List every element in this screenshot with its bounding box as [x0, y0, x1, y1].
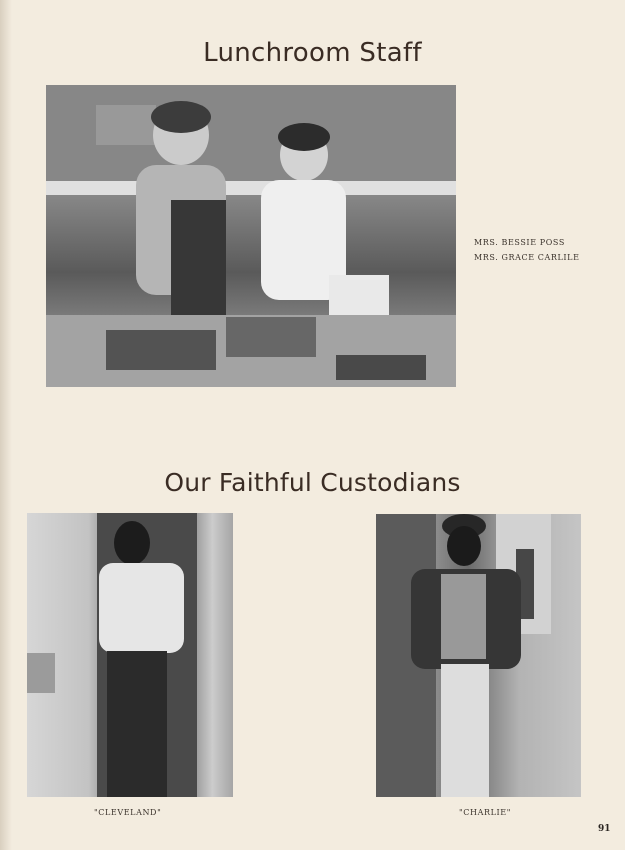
caption-grace-carlile: MRS. GRACE CARLILE	[474, 253, 580, 262]
charlie-photo-drawing	[376, 514, 581, 797]
lunchroom-photo-drawing	[46, 85, 456, 387]
caption-cleveland: "CLEVELAND"	[94, 808, 162, 817]
caption-bessie-poss: MRS. BESSIE POSS	[474, 238, 565, 247]
caption-charlie: "CHARLIE"	[459, 808, 511, 817]
cleveland-photo-drawing	[27, 513, 233, 797]
page-binding-shadow	[0, 0, 12, 850]
lunchroom-staff-photo	[46, 85, 456, 387]
lunchroom-staff-heading: Lunchroom Staff	[203, 38, 422, 68]
page-number: 91	[598, 824, 611, 834]
cleveland-photo	[27, 513, 233, 797]
charlie-photo	[376, 514, 581, 797]
custodians-heading: Our Faithful Custodians	[164, 468, 461, 497]
